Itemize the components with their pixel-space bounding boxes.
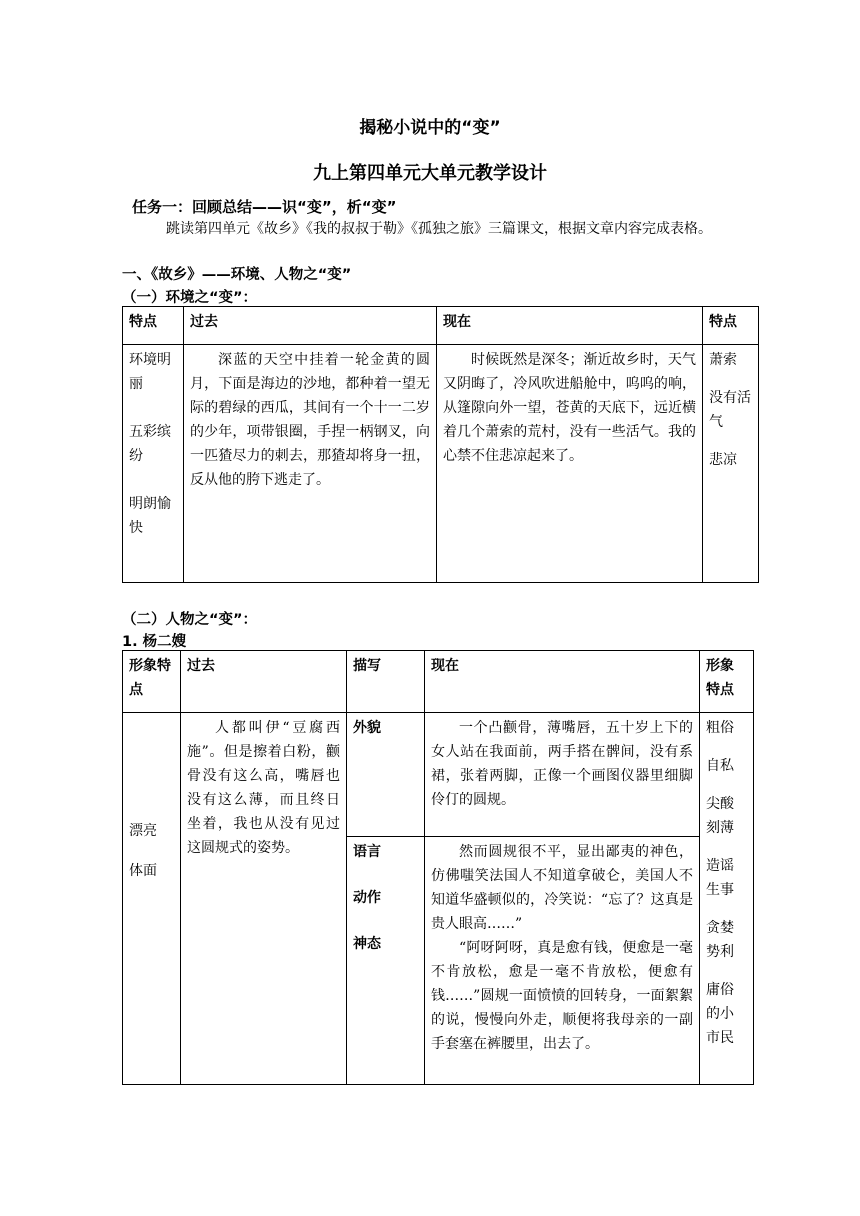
env-header-trait-present: 特点: [703, 307, 759, 345]
env-past-text: 深蓝的天空中挂着一轮金黄的圆月，下面是海边的沙地，都种着一望无际的碧绿的西瓜，其间有一个十一二岁的少年，项带银圈，手捏一柄钢叉，向一匹猹尽力的刺去，那猹却将身一扭，反从他的胯下逃走了。: [184, 345, 437, 583]
character-table: [122, 650, 754, 1085]
env-past-trait: 明朗愉快: [129, 496, 171, 536]
char-header-desc: 描写: [347, 651, 425, 713]
env-present-trait: 悲凉: [709, 452, 737, 468]
char-desc-speech: [347, 837, 425, 1085]
char-present-speech-a: 然而圆规很不平，显出鄙夷的神色，仿佛嗤笑法国人不知道拿破仑，美国人不知道华盛顿似的，冷笑说：“忘了？这真是贵人眼高……”: [431, 844, 693, 932]
env-header-present: 现在: [437, 307, 703, 345]
char-present-traits: [700, 713, 754, 1085]
section-heading: 一、《故乡》——环境、人物之“变”: [122, 267, 352, 283]
env-present-traits: [703, 345, 759, 583]
environment-table: [122, 306, 759, 583]
char-desc-item: 动作: [353, 890, 381, 906]
char-desc-item: 神态: [353, 936, 381, 952]
char-header-trait-past: 形象特点: [123, 651, 181, 713]
char-heading: （二）人物之“变”：: [122, 612, 258, 628]
char-present-trait: 尖酸刻薄: [706, 796, 734, 836]
char-present-trait: 造谣生事: [706, 858, 734, 898]
char-present-trait: 自私: [706, 758, 734, 774]
env-past-trait: 环境明丽: [129, 352, 171, 392]
char-present-speech-b: “阿呀阿呀，真是愈有钱，便愈是一毫不肯放松，愈是一毫不肯放松，便愈有钱……”圆规一面愤愤的回转身，一面絮絮的说，慢慢向外走，顺便将我母亲的一副手套塞在裤腰里，出去了。: [431, 940, 693, 1052]
char-past-text: 人都叫伊“豆腐西施”。但是擦着白粉，颧骨没有这么高，嘴唇也没有这么薄，而且终日坐着，我也从没有见过这圆规式的姿势。: [181, 713, 347, 1085]
char-past-trait: 漂亮: [129, 822, 157, 839]
char-header-past: 过去: [181, 651, 347, 713]
char-present-trait: 贪婪势利: [706, 920, 734, 960]
char-present-appearance: 一个凸颧骨，薄嘴唇，五十岁上下的女人站在我面前，两手搭在髀间，没有系裙，张着两脚，正像一个画图仪器里细脚伶仃的圆规。: [425, 713, 700, 837]
env-past-trait: 五彩缤纷: [129, 424, 171, 464]
env-header-trait-past: 特点: [123, 307, 184, 345]
env-header-past: 过去: [184, 307, 437, 345]
char-past-trait: 体面: [129, 862, 157, 879]
char-header-trait-present: 形象特点: [700, 651, 754, 713]
page-title: 揭秘小说中的“变”: [359, 118, 501, 138]
char-past-traits: [123, 713, 181, 1085]
env-present-trait: 萧索: [709, 352, 737, 368]
char-present-speech: [425, 837, 700, 1085]
env-present-trait: 没有活气: [709, 390, 751, 430]
env-present-text: 时候既然是深冬；渐近故乡时，天气又阴晦了，冷风吹进船舱中，呜呜的响，从篷隙向外一望，苍黄的天底下，远近横着几个萧索的荒村，没有一些活气。我的心禁不住悲凉起来了。: [437, 345, 703, 583]
char-header-present: 现在: [425, 651, 700, 713]
char-subheading: 1. 杨二嫂: [122, 634, 187, 650]
page-subtitle: 九上第四单元大单元教学设计: [313, 163, 547, 184]
char-present-trait: 粗俗: [706, 720, 734, 736]
char-present-trait: 庸俗的小市民: [706, 982, 734, 1046]
intro-paragraph: 跳读第四单元《故乡》《我的叔叔于勒》《孤独之旅》三篇课文，根据文章内容完成表格。: [166, 221, 712, 237]
env-heading: （一）环境之“变”：: [122, 290, 258, 306]
task-heading: 任务一：回顾总结——识“变”，析“变”: [132, 198, 397, 216]
char-desc-appearance: 外貌: [347, 713, 425, 837]
char-desc-item: 语言: [353, 844, 381, 860]
env-past-traits: [123, 345, 184, 583]
